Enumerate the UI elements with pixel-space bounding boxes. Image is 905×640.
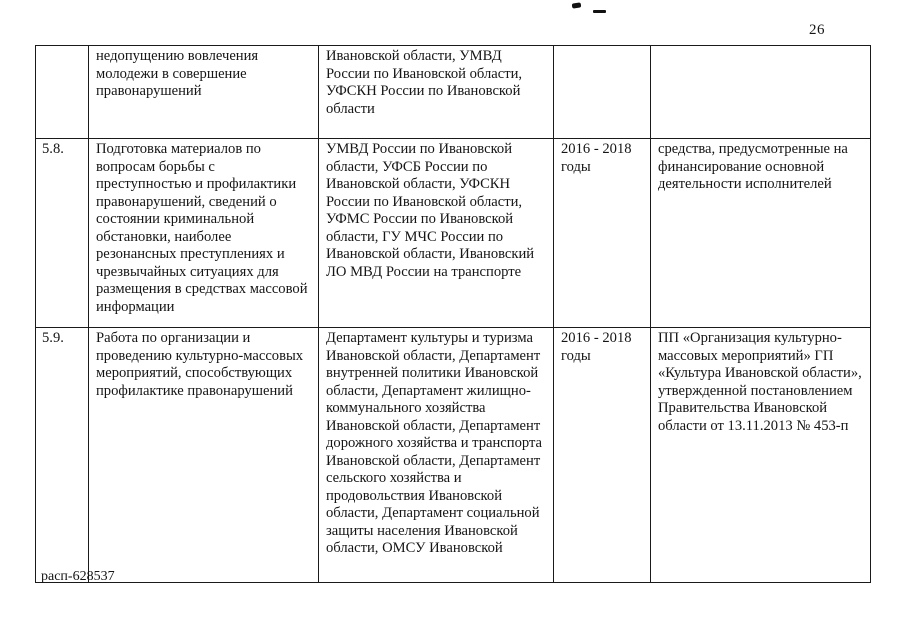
page-number: 26 (809, 22, 825, 38)
cell-period (554, 46, 651, 139)
scan-artifact-dash (593, 10, 606, 13)
cell-period: 2016 - 2018 годы (554, 139, 651, 328)
cell-executors: Департамент культуры и туризма Ивановской области, Департамент внутренней политики Ивановской области, Департамент жилищно-коммунального хозяйства Ивановской области, Департамент дорожного хозяйства и транспорта Ивановской области, Департамент сельского хозяйства и продовольствия Ивановской области, Департамент социальной защиты населения Ивановской области, ОМСУ Ивановской (319, 328, 554, 583)
scan-artifact-mark (572, 2, 582, 8)
cell-number: 5.9. (36, 328, 89, 583)
cell-funding: средства, предусмотренные на финансирование основной деятельности исполнителей (651, 139, 871, 328)
program-activities-table (35, 45, 871, 583)
document-footer-code: расп-628537 (41, 569, 115, 584)
cell-funding: ПП «Организация культурно-массовых мероприятий» ГП «Культура Ивановской области», утвержденной постановлением Правительства Ивановской области от 13.11.2013 № 453-п (651, 328, 871, 583)
cell-activity: Подготовка материалов по вопросам борьбы с преступностью и профилактики правонарушений, сведений о состоянии криминальной обстановки, наиболее резонансных преступлениях и чрезвычайных ситуациях для размещения в средствах массовой информации (89, 139, 319, 328)
cell-funding (651, 46, 871, 139)
cell-number: 5.8. (36, 139, 89, 328)
table-row-5-9 (36, 328, 871, 583)
cell-executors: УМВД России по Ивановской области, УФСБ России по Ивановской области, УФСКН России по Ивановской области, УФМС России по Ивановской области, ГУ МЧС России по Ивановской области, Ивановский ЛО МВД России на транспорте (319, 139, 554, 328)
cell-executors: Ивановской области, УМВД России по Ивановской области, УФСКН России по Ивановской области (319, 46, 554, 139)
cell-activity: недопущению вовлечения молодежи в совершение правонарушений (89, 46, 319, 139)
cell-activity: Работа по организации и проведению культурно-массовых мероприятий, способствующих профилактике правонарушений (89, 328, 319, 583)
cell-period: 2016 - 2018 годы (554, 328, 651, 583)
table-row-5-8 (36, 139, 871, 328)
table-row-continuation (36, 46, 871, 139)
cell-number (36, 46, 89, 139)
